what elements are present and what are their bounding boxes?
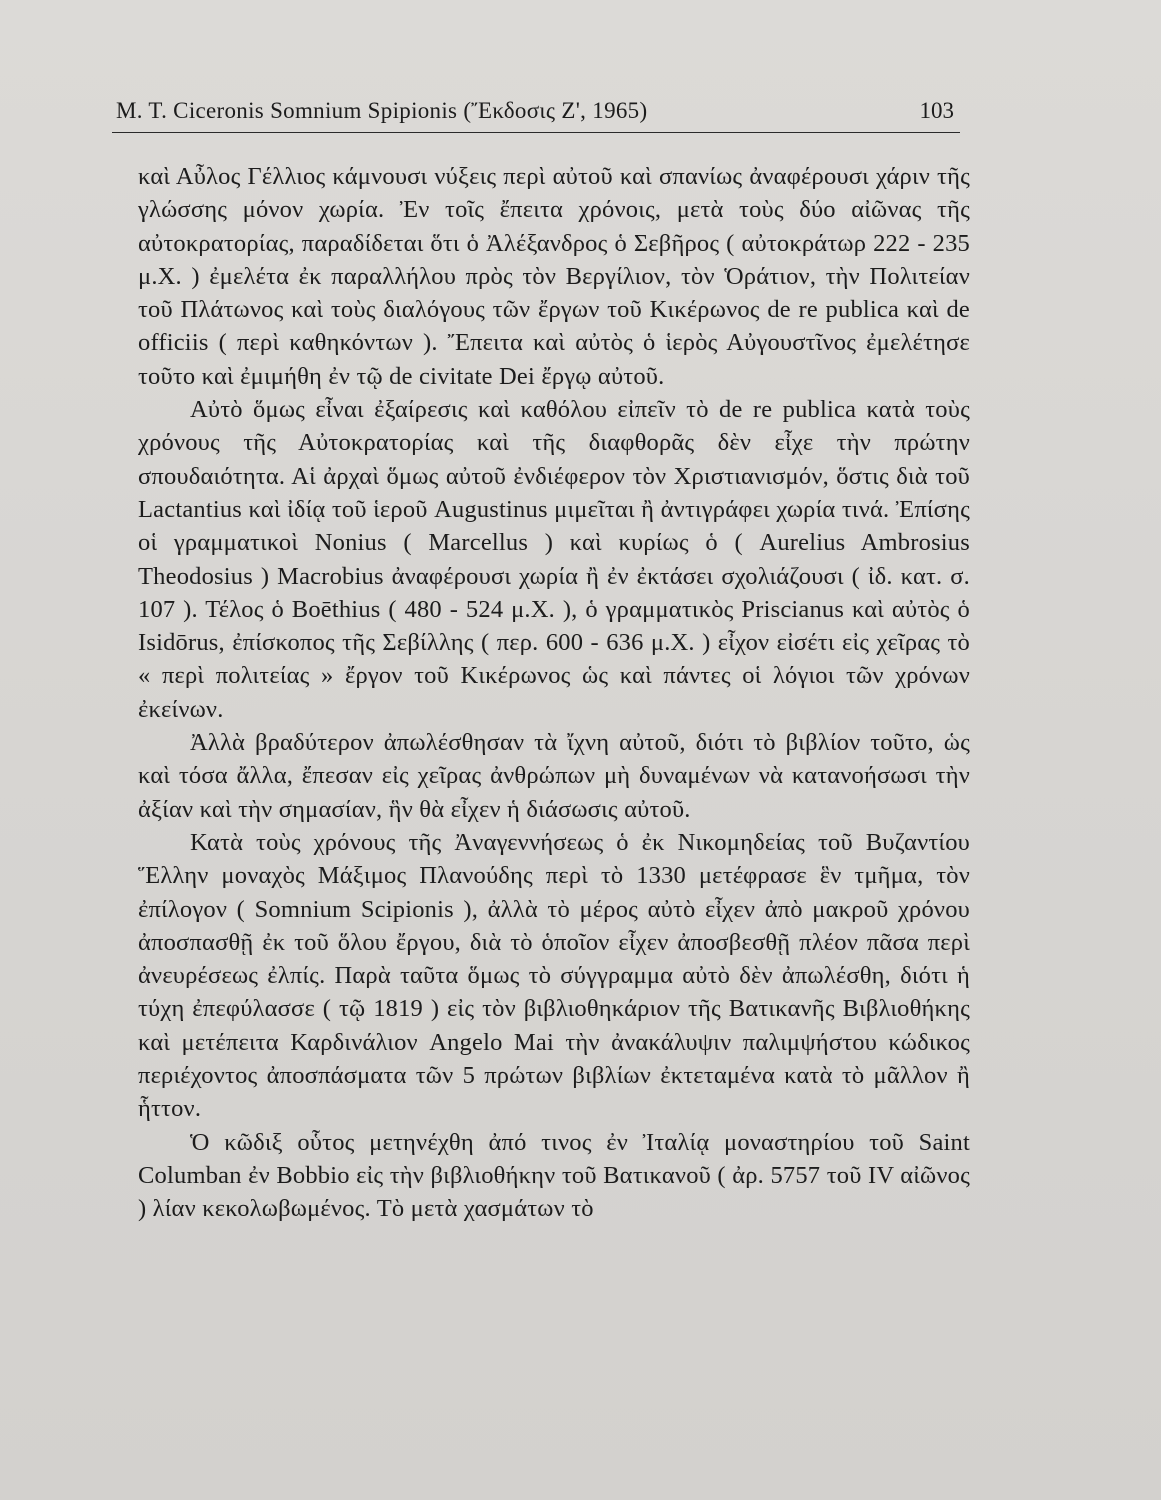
page-number: 103 [919, 98, 954, 123]
paragraph-5: Ὁ κῶδιξ οὗτος μετηνέχθη ἀπό τινος ἐν Ἰταλίᾳ μοναστηρίου τοῦ Saint Columban ἐν Bobbio εἰς τὴν βιβλιοθήκην τοῦ Βατικανοῦ ( ἀρ. 5757 τοῦ IV αἰῶνος ) λίαν κεκολωβωμένος. Τὸ μετὰ χασμάτων τὸ [138, 1128, 970, 1223]
paragraph-2: Αὐτὸ ὅμως εἶναι ἐξαίρεσις καὶ καθόλου εἰπεῖν τὸ de re publica κατὰ τοὺς χρόνους τῆς Αὐτοκρατορίας καὶ τῆς διαφθορᾶς δὲν εἶχε τὴν πρώτην σπουδαιότητα. Αἱ ἀρχαὶ ὅμως αὐτοῦ ἐνδιέφερον τὸν Χριστιανισμόν, ὅστις διὰ τοῦ Lactantius καὶ ἰδίᾳ τοῦ ἱεροῦ Augustinus μιμεῖται ἢ ἀντιγράφει χωρία τινά. Ἐπίσης οἱ γραμματικοὶ Nonius ( Marcellus ) καὶ κυρίως ὁ ( Aurelius Ambrosius Theodosius ) Macrobius ἀναφέρουσι χωρία ἢ ἐν ἐκτάσει σχολιάζουσι ( ἰδ. κατ. σ. 107 ). Τέλος ὁ Boēthius ( 480 - 524 μ.Χ. ), ὁ γραμματικὸς Priscianus καὶ αὐτὸς ὁ Isidōrus, ἐπίσκοπος τῆς Σεβίλλης ( περ. 600 - 636 μ.Χ. ) εἶχον εἰσέτι εἰς χεῖρας τὸ « περὶ πολιτείας » ἔργον τοῦ Κικέρωνος ὡς καὶ πάντες οἱ λόγιοι τῶν χρόνων ἐκείνων. [138, 396, 970, 723]
running-header [112, 96, 960, 133]
header-title: M. T. Ciceronis Somnium Spipionis (Ἔκδοσις Ζ', 1965) [116, 98, 648, 123]
body-text [138, 160, 970, 1226]
paragraph-4: Κατὰ τοὺς χρόνους τῆς Ἀναγεννήσεως ὁ ἐκ Νικομηδείας τοῦ Βυζαντίου Ἕλλην μοναχὸς Μάξιμος Πλανούδης περὶ τὸ 1330 μετέφρασε ἓν τμῆμα, τὸν ἐπίλογον ( Somnium Scipionis ), ἀλλὰ τὸ μέρος αὐτὸ εἶχεν ἀπὸ μακροῦ χρόνου ἀποσπασθῇ ἐκ τοῦ ὅλου ἔργου, διὰ τὸ ὁποῖον εἶχεν ἀποσβεσθῇ πλέον πᾶσα περὶ ἀνευρέσεως ἐλπίς. Παρὰ ταῦτα ὅμως τὸ σύγγραμμα αὐτὸ δὲν ἀπωλέσθη, διότι ἡ τύχη ἐπεφύλασσε ( τῷ 1819 ) εἰς τὸν βιβλιοθηκάριον τῆς Βατικανῆς Βιβλιοθήκης καὶ μετέπειτα Καρδινάλιον Angelo Mai τὴν ἀνακάλυψιν παλιμψήστου κώδικος περιέχοντος ἀποσπάσματα τῶν 5 πρώτων βιβλίων ἐκτεταμένα κατὰ τὸ μᾶλλον ἢ ἧττον. [138, 828, 970, 1123]
paragraph-1: καὶ Αὖλος Γέλλιος κάμνουσι νύξεις περὶ αὐτοῦ καὶ σπανίως ἀναφέρουσι χάριν τῆς γλώσσης μόνον χωρία. Ἐν τοῖς ἔπειτα χρόνοις, μετὰ τοὺς δύο αἰῶνας τῆς αὐτοκρατορίας, παραδίδεται ὅτι ὁ Ἀλέξανδρος ὁ Σεβῆρος ( αὐτοκράτωρ 222 - 235 μ.Χ. ) ἐμελέτα ἐκ παραλλήλου πρὸς τὸν Βεργίλιον, τὸν Ὁράτιον, τὴν Πολιτείαν τοῦ Πλάτωνος καὶ τοὺς διαλόγους τῶν ἔργων τοῦ Κικέρωνος de re publica καὶ de officiis ( περὶ καθηκόντων ). Ἔπειτα καὶ αὐτὸς ὁ ἱερὸς Αὐγουστῖνος ἐμελέτησε τοῦτο καὶ ἐμιμήθη ἐν τῷ de civitate Dei ἔργῳ αὐτοῦ. [138, 163, 970, 390]
paragraph-3: Ἀλλὰ βραδύτερον ἀπωλέσθησαν τὰ ἴχνη αὐτοῦ, διότι τὸ βιβλίον τοῦτο, ὡς καὶ τόσα ἄλλα, ἔπεσαν εἰς χεῖρας ἀνθρώπων μὴ δυναμένων νὰ κατανοήσωσι τὴν ἀξίαν καὶ τὴν σημασίαν, ἣν θὰ εἶχεν ἡ διάσωσις αὐτοῦ. [138, 729, 970, 823]
